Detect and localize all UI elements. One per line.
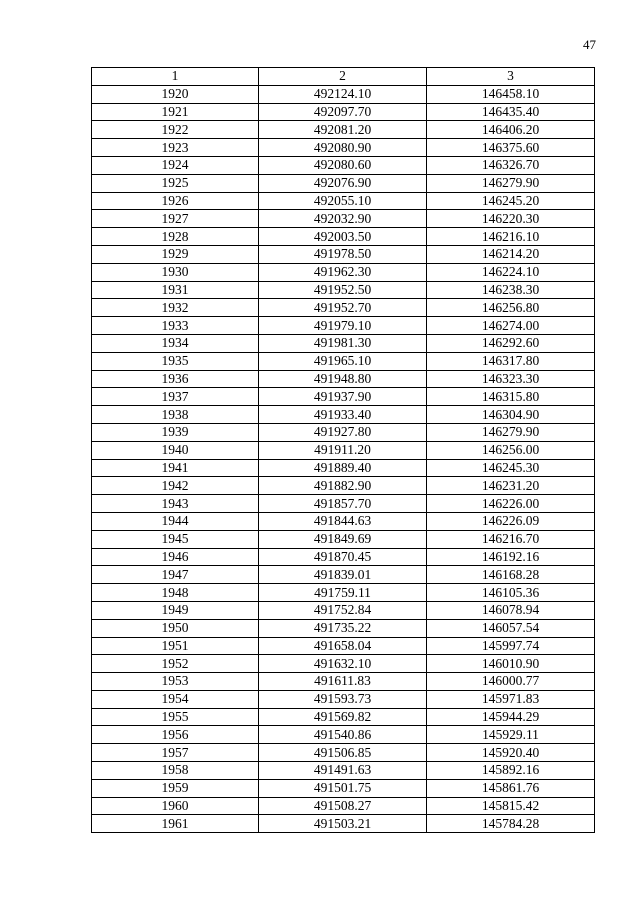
table-row bbox=[92, 370, 595, 388]
table-cell-col-2: 492055.10 bbox=[259, 192, 427, 210]
table-cell-col-3: 146279.90 bbox=[427, 174, 595, 192]
table-row bbox=[92, 139, 595, 157]
table-cell-col-2: 491658.04 bbox=[259, 637, 427, 655]
table-row bbox=[92, 388, 595, 406]
table-row bbox=[92, 245, 595, 263]
table-cell-col-1: 1935 bbox=[92, 352, 259, 370]
table-row bbox=[92, 406, 595, 424]
table-cell-col-1: 1949 bbox=[92, 601, 259, 619]
table-cell-col-2: 491501.75 bbox=[259, 779, 427, 797]
table-row bbox=[92, 762, 595, 780]
table-cell-col-3: 146214.20 bbox=[427, 245, 595, 263]
table-cell-col-2: 491569.82 bbox=[259, 708, 427, 726]
column-header-1: 1 bbox=[92, 68, 259, 86]
table-row bbox=[92, 797, 595, 815]
table-cell-col-3: 146274.00 bbox=[427, 317, 595, 335]
table-cell-col-1: 1955 bbox=[92, 708, 259, 726]
table-cell-col-2: 491752.84 bbox=[259, 601, 427, 619]
table-cell-col-1: 1933 bbox=[92, 317, 259, 335]
table-row bbox=[92, 815, 595, 833]
table-row bbox=[92, 548, 595, 566]
table-cell-col-2: 491849.69 bbox=[259, 530, 427, 548]
table-cell-col-2: 492097.70 bbox=[259, 103, 427, 121]
table-row bbox=[92, 85, 595, 103]
table-row bbox=[92, 619, 595, 637]
table-cell-col-1: 1928 bbox=[92, 228, 259, 246]
table-cell-col-2: 491979.10 bbox=[259, 317, 427, 335]
table-row bbox=[92, 601, 595, 619]
table-row bbox=[92, 637, 595, 655]
table-cell-col-1: 1934 bbox=[92, 334, 259, 352]
table-cell-col-2: 491933.40 bbox=[259, 406, 427, 424]
table-cell-col-3: 145997.74 bbox=[427, 637, 595, 655]
table-cell-col-2: 491965.10 bbox=[259, 352, 427, 370]
table-cell-col-2: 491508.27 bbox=[259, 797, 427, 815]
table-cell-col-2: 491952.70 bbox=[259, 299, 427, 317]
table-cell-col-3: 146216.70 bbox=[427, 530, 595, 548]
table-cell-col-2: 492080.60 bbox=[259, 156, 427, 174]
table-cell-col-1: 1961 bbox=[92, 815, 259, 833]
table-cell-col-1: 1925 bbox=[92, 174, 259, 192]
table-cell-col-3: 146057.54 bbox=[427, 619, 595, 637]
table-cell-col-2: 491839.01 bbox=[259, 566, 427, 584]
table-cell-col-3: 146326.70 bbox=[427, 156, 595, 174]
table-cell-col-1: 1950 bbox=[92, 619, 259, 637]
table-row bbox=[92, 156, 595, 174]
table-cell-col-1: 1930 bbox=[92, 263, 259, 281]
table-cell-col-1: 1929 bbox=[92, 245, 259, 263]
column-header-3: 3 bbox=[427, 68, 595, 86]
table-header bbox=[92, 68, 595, 86]
table-cell-col-2: 491491.63 bbox=[259, 762, 427, 780]
table-cell-col-2: 491759.11 bbox=[259, 584, 427, 602]
table-cell-col-3: 146226.09 bbox=[427, 512, 595, 530]
table-cell-col-2: 491952.50 bbox=[259, 281, 427, 299]
table-row bbox=[92, 103, 595, 121]
table-cell-col-3: 145920.40 bbox=[427, 744, 595, 762]
table-row bbox=[92, 121, 595, 139]
table-cell-col-2: 491962.30 bbox=[259, 263, 427, 281]
table-row bbox=[92, 228, 595, 246]
table-cell-col-2: 491927.80 bbox=[259, 423, 427, 441]
table-cell-col-2: 491882.90 bbox=[259, 477, 427, 495]
table-cell-col-2: 491540.86 bbox=[259, 726, 427, 744]
table-cell-col-3: 146231.20 bbox=[427, 477, 595, 495]
table-cell-col-3: 146224.10 bbox=[427, 263, 595, 281]
table-row bbox=[92, 495, 595, 513]
table-cell-col-1: 1922 bbox=[92, 121, 259, 139]
table-cell-col-1: 1945 bbox=[92, 530, 259, 548]
table-cell-col-1: 1924 bbox=[92, 156, 259, 174]
table-cell-col-3: 145784.28 bbox=[427, 815, 595, 833]
table-cell-col-3: 146279.90 bbox=[427, 423, 595, 441]
table-cell-col-2: 492032.90 bbox=[259, 210, 427, 228]
table-row bbox=[92, 744, 595, 762]
table-cell-col-3: 146323.30 bbox=[427, 370, 595, 388]
table-row bbox=[92, 317, 595, 335]
table-cell-col-3: 146406.20 bbox=[427, 121, 595, 139]
table-cell-col-1: 1923 bbox=[92, 139, 259, 157]
table-row bbox=[92, 566, 595, 584]
table-cell-col-1: 1932 bbox=[92, 299, 259, 317]
table-cell-col-3: 146256.80 bbox=[427, 299, 595, 317]
table-cell-col-1: 1937 bbox=[92, 388, 259, 406]
table-cell-col-2: 491611.83 bbox=[259, 673, 427, 691]
table-cell-col-3: 146192.16 bbox=[427, 548, 595, 566]
table-cell-col-2: 491844.63 bbox=[259, 512, 427, 530]
table-cell-col-2: 491981.30 bbox=[259, 334, 427, 352]
table-row bbox=[92, 334, 595, 352]
table-row bbox=[92, 477, 595, 495]
table-cell-col-1: 1941 bbox=[92, 459, 259, 477]
table-cell-col-1: 1951 bbox=[92, 637, 259, 655]
table-cell-col-1: 1942 bbox=[92, 477, 259, 495]
table-cell-col-1: 1943 bbox=[92, 495, 259, 513]
table-cell-col-2: 492124.10 bbox=[259, 85, 427, 103]
table-cell-col-3: 146220.30 bbox=[427, 210, 595, 228]
table-row bbox=[92, 690, 595, 708]
table-cell-col-1: 1948 bbox=[92, 584, 259, 602]
table-cell-col-3: 145929.11 bbox=[427, 726, 595, 744]
table-cell-col-3: 146435.40 bbox=[427, 103, 595, 121]
table-row bbox=[92, 192, 595, 210]
table-cell-col-2: 492081.20 bbox=[259, 121, 427, 139]
table-cell-col-3: 145944.29 bbox=[427, 708, 595, 726]
table-row bbox=[92, 726, 595, 744]
table-cell-col-2: 491632.10 bbox=[259, 655, 427, 673]
table-row bbox=[92, 299, 595, 317]
table-cell-col-3: 146168.28 bbox=[427, 566, 595, 584]
table-row bbox=[92, 263, 595, 281]
table-row bbox=[92, 673, 595, 691]
table-cell-col-2: 491506.85 bbox=[259, 744, 427, 762]
table-cell-col-2: 491889.40 bbox=[259, 459, 427, 477]
table-cell-col-2: 491948.80 bbox=[259, 370, 427, 388]
table-cell-col-3: 145861.76 bbox=[427, 779, 595, 797]
table-cell-col-1: 1921 bbox=[92, 103, 259, 121]
table-cell-col-1: 1953 bbox=[92, 673, 259, 691]
table-cell-col-1: 1957 bbox=[92, 744, 259, 762]
table-cell-col-1: 1931 bbox=[92, 281, 259, 299]
table-row bbox=[92, 512, 595, 530]
table-cell-col-2: 492076.90 bbox=[259, 174, 427, 192]
table-cell-col-1: 1952 bbox=[92, 655, 259, 673]
table-cell-col-2: 492003.50 bbox=[259, 228, 427, 246]
table-body bbox=[92, 85, 595, 832]
table-cell-col-1: 1938 bbox=[92, 406, 259, 424]
table-cell-col-1: 1960 bbox=[92, 797, 259, 815]
table-row bbox=[92, 459, 595, 477]
table-cell-col-2: 491857.70 bbox=[259, 495, 427, 513]
table-cell-col-3: 146000.77 bbox=[427, 673, 595, 691]
table-cell-col-3: 146304.90 bbox=[427, 406, 595, 424]
table-cell-col-2: 491937.90 bbox=[259, 388, 427, 406]
table-cell-col-1: 1947 bbox=[92, 566, 259, 584]
table-row bbox=[92, 441, 595, 459]
table-cell-col-1: 1958 bbox=[92, 762, 259, 780]
table-cell-col-1: 1954 bbox=[92, 690, 259, 708]
table-cell-col-3: 146317.80 bbox=[427, 352, 595, 370]
table-cell-col-1: 1936 bbox=[92, 370, 259, 388]
table-cell-col-3: 146010.90 bbox=[427, 655, 595, 673]
table-cell-col-1: 1940 bbox=[92, 441, 259, 459]
table-row bbox=[92, 174, 595, 192]
table-row bbox=[92, 423, 595, 441]
table-row bbox=[92, 655, 595, 673]
table-cell-col-3: 145892.16 bbox=[427, 762, 595, 780]
table-cell-col-3: 146245.30 bbox=[427, 459, 595, 477]
table-cell-col-3: 146245.20 bbox=[427, 192, 595, 210]
column-header-2: 2 bbox=[259, 68, 427, 86]
table-cell-col-1: 1946 bbox=[92, 548, 259, 566]
table-cell-col-3: 145815.42 bbox=[427, 797, 595, 815]
table-cell-col-2: 492080.90 bbox=[259, 139, 427, 157]
table-cell-col-1: 1926 bbox=[92, 192, 259, 210]
table-cell-col-3: 146315.80 bbox=[427, 388, 595, 406]
table-cell-col-1: 1920 bbox=[92, 85, 259, 103]
coordinates-table bbox=[91, 67, 595, 833]
table-cell-col-3: 146375.60 bbox=[427, 139, 595, 157]
table-cell-col-3: 146105.36 bbox=[427, 584, 595, 602]
table-cell-col-3: 146238.30 bbox=[427, 281, 595, 299]
page-number: 47 bbox=[583, 37, 596, 52]
table-row bbox=[92, 530, 595, 548]
table-cell-col-2: 491911.20 bbox=[259, 441, 427, 459]
table-row bbox=[92, 281, 595, 299]
table-cell-col-3: 146256.00 bbox=[427, 441, 595, 459]
header-row bbox=[92, 68, 595, 86]
table-cell-col-2: 491978.50 bbox=[259, 245, 427, 263]
table-cell-col-3: 146292.60 bbox=[427, 334, 595, 352]
table-cell-col-1: 1939 bbox=[92, 423, 259, 441]
table-cell-col-2: 491870.45 bbox=[259, 548, 427, 566]
table-cell-col-3: 146216.10 bbox=[427, 228, 595, 246]
table-row bbox=[92, 779, 595, 797]
table-cell-col-2: 491503.21 bbox=[259, 815, 427, 833]
table-cell-col-1: 1956 bbox=[92, 726, 259, 744]
table-cell-col-1: 1927 bbox=[92, 210, 259, 228]
table-row bbox=[92, 708, 595, 726]
table-cell-col-1: 1959 bbox=[92, 779, 259, 797]
table-cell-col-1: 1944 bbox=[92, 512, 259, 530]
table-cell-col-3: 146226.00 bbox=[427, 495, 595, 513]
table-row bbox=[92, 352, 595, 370]
table-cell-col-3: 145971.83 bbox=[427, 690, 595, 708]
table-cell-col-3: 146458.10 bbox=[427, 85, 595, 103]
table-cell-col-2: 491735.22 bbox=[259, 619, 427, 637]
table-cell-col-2: 491593.73 bbox=[259, 690, 427, 708]
table-row bbox=[92, 584, 595, 602]
table-row bbox=[92, 210, 595, 228]
table-cell-col-3: 146078.94 bbox=[427, 601, 595, 619]
